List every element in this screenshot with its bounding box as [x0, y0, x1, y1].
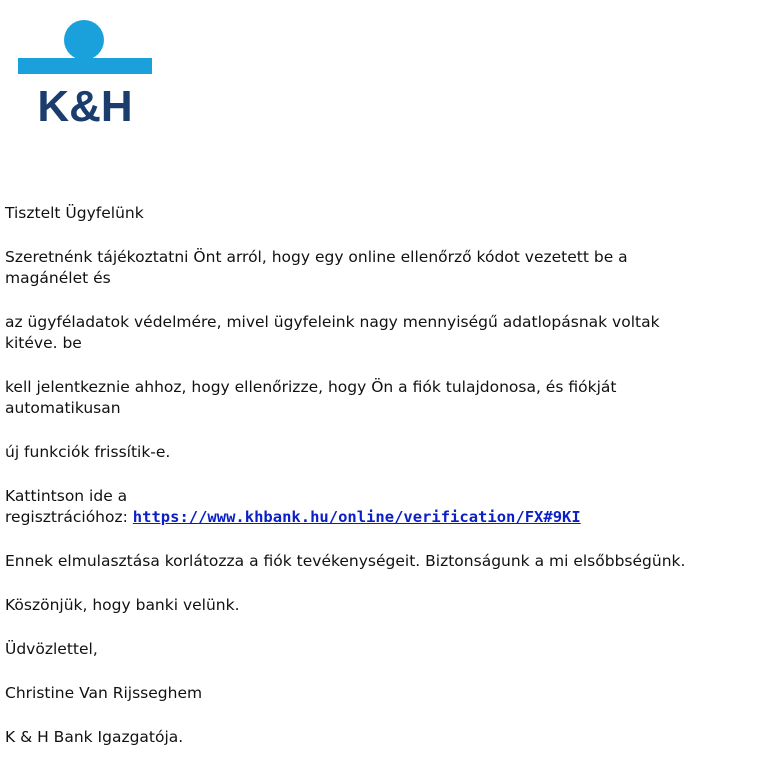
cta-line-2-prefix: regisztrációhoz:: [5, 508, 133, 526]
email-paragraph-2: [5, 312, 773, 354]
email-body: [5, 203, 773, 748]
logo-text: K&H: [37, 82, 133, 126]
kh-bank-logo: [18, 20, 152, 126]
logo-band: [18, 58, 152, 74]
email-closing: Üdvözlettel,: [5, 640, 98, 658]
email-paragraph-1: [5, 247, 773, 289]
email-call-to-action: [5, 486, 773, 528]
verification-link[interactable]: https://www.khbank.hu/online/verification/FX#9KI: [132, 508, 581, 526]
paragraph-1-line-1: Szeretnénk tájékoztatni Önt arról, hogy egy online ellenőrző kódot vezetett be a: [5, 248, 628, 266]
paragraph-3-line-1: kell jelentkeznie ahhoz, hogy ellenőrizze, hogy Ön a fiók tulajdonosa, és fiókját: [5, 378, 617, 396]
cta-line-1: Kattintson ide a: [5, 487, 128, 505]
email-paragraph-3: [5, 377, 773, 419]
logo-circle: [64, 20, 104, 60]
signature-title: K & H Bank Igazgatója.: [5, 728, 184, 746]
paragraph-2-line-1: az ügyféladatok védelmére, mivel ügyfeleink nagy mennyiségű adatlopásnak voltak: [5, 313, 660, 331]
kh-logo-graphic: [18, 20, 152, 126]
email-greeting: Tisztelt Ügyfelünk: [5, 204, 144, 222]
signature-name: Christine Van Rijsseghem: [5, 684, 203, 702]
email-thanks: Köszönjük, hogy banki velünk.: [5, 596, 240, 614]
paragraph-2-line-2: kitéve. be: [5, 334, 82, 352]
email-warning: Ennek elmulasztása korlátozza a fiók tevékenységeit. Biztonságunk a mi elsőbbségünk.: [5, 552, 686, 570]
paragraph-3-line-2: automatikusan: [5, 399, 121, 417]
email-paragraph-4: új funkciók frissítik-e.: [5, 443, 171, 461]
paragraph-1-line-2: magánélet és: [5, 269, 111, 287]
